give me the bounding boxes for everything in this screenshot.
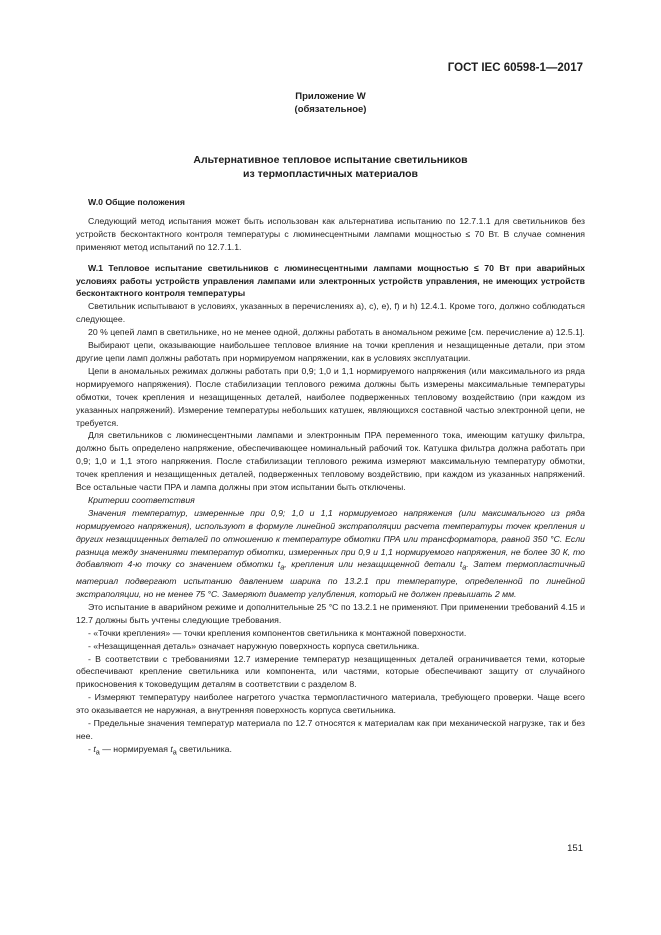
paragraph: Выбирают цепи, оказывающие наибольшее тепловое влияние на точки крепления и незащищенные детали, при этом другие цепи ламп должны работать при нормируемом напряжении, как в условиях эксплуатации. xyxy=(76,340,585,363)
criteria-heading: Критерии соответствия xyxy=(88,494,195,505)
list-item: - Измеряют температуру наиболее нагретого участка термопластичного материала, требующего проверки. Чаще всего это оказывается не наружная, а внутренняя поверхность корпуса светильника. xyxy=(76,692,585,716)
subscript: a xyxy=(280,563,285,573)
criteria-text-b: , крепления или незащищенной детали t xyxy=(284,559,463,570)
annex-subtitle: (обязательное) xyxy=(294,104,367,115)
section-heading-w0: W.0 Общие положения xyxy=(88,197,185,207)
list-text: — нормируемая xyxy=(99,743,171,754)
subscript: a xyxy=(462,563,467,573)
paragraph: Это испытание в аварийном режиме и дополнительные 25 °C по 13.2.1 не применяют. При применении требований 4.15 и 12.7 должны быть учтены следующие требования. xyxy=(76,601,585,625)
document-body xyxy=(76,196,585,760)
list-item: - «Точки крепления» — точки крепления компонентов светильника к монтажной поверхности. xyxy=(88,627,467,638)
subscript: a xyxy=(95,747,100,757)
paragraph: Цепи в аномальных режимах должны работать при 0,9; 1,0 и 1,1 нормируемого напряжения (или максимального из ряда нормируемого напряжения). После стабилизации теплового режима должны быть измерены максимальные температуры обмотки, точек крепления и незащищенных деталей, наиболее подверженных тепловому воздействию (при каждом из указанных напряжений). Измерение температуры небольших катушек, являющихся составной частью электронной цепи, не требуется. xyxy=(76,365,585,428)
title-line-1: Альтернативное тепловое испытание светильников xyxy=(193,154,468,166)
subscript: a xyxy=(172,747,177,757)
annex-title: Приложение W xyxy=(295,91,366,102)
paragraph: Для светильников с люминесцентными лампами и электронным ПРА переменного тока, имеющим катушку фильтра, должно быть определено напряжение, обеспечивающее номинальный рабочий ток. Катушка фильтра должна работать при 0,9; 1,0 и 1,1 этого напряжения. После стабилизации теплового режима измеряют максимальную температуру обмотки, точек крепления и незащищенных деталей, подверженных тепловому воздействию, при каждом из указанных напряжений. Все остальные части ПРА и лампа должны при этом испытании быть отключены. xyxy=(76,430,585,493)
symbol-t: t xyxy=(93,743,96,754)
list-item: - В соответствии с требованиями 12.7 измерение температур незащищенных деталей ограничивается теми, которые обеспечивают крепление светильника или компонента, или частями, которые обеспечивают защиту от случайного прикосновения к токоведущим деталям в соответствии с разделом 8. xyxy=(76,653,585,690)
paragraph: Следующий метод испытания может быть использован как альтернатива испытанию по 12.7.1.1 для светильников без устройств бесконтактного контроля температуры с люминесцентными лампами мощностью ≤ 70 Вт. В случае сомнения применяют метод испытаний по 12.7.1.1. xyxy=(76,215,585,252)
criteria-paragraph xyxy=(76,507,585,601)
criteria-text-a: Значения температур, измеренные при 0,9; 1,0 и 1,1 нормируемого напряжения (или максимального из ряда нормируемого напряжения), используют в формуле линейной экстраполяции расчета температуры точек крепления и других незащищенных деталей по отношению к температуре обмотки ПРА или трансформатора, равной 350 °C. Если разница между значениями температур обмотки, измеренных при 0,9 и 1,1 нормируемого напряжения, не более 30 К, то добавляют 4-ю точку со значением обмотки t xyxy=(76,507,585,570)
criteria-text-c: . Затем термопластичный материал подвергают испытанию давлением шарика по 13.2.1 при температуре, определенной по линейной экстраполяции, но не менее 75 °C. Замеряют диаметр углубления, который не должен превышать 2 мм. xyxy=(76,559,585,600)
annex-main-title xyxy=(0,153,661,181)
title-line-2: из термопластичных материалов xyxy=(243,168,418,180)
standard-code: ГОСТ IEC 60598-1—2017 xyxy=(447,62,583,74)
annex-heading xyxy=(0,90,661,116)
list-item: - Предельные значения температур материала по 12.7 относятся к материалам как при механической нагрузке, так и без нее. xyxy=(76,718,585,741)
page-number: 151 xyxy=(567,843,583,854)
paragraph: 20 % цепей ламп в светильнике, но не менее одной, должны работать в аномальном режиме [см. перечисление a) 12.5.1]. xyxy=(88,327,585,338)
symbol-t: t xyxy=(170,743,173,754)
paragraph: Светильник испытывают в условиях, указанных в перечислениях a), c), e), f) и h) 12.4.1. Кроме того, должно соблюдаться следующее. xyxy=(76,301,585,325)
list-dash: - xyxy=(88,743,94,754)
section-heading-w1: W.1 Тепловое испытание светильников с люминесцентными лампами мощностью ≤ 70 Вт при аварийных условиях работы устройств управления лампами или электронных устройств управления, не имеющих устройств бесконтактного контроля температуры xyxy=(76,262,585,299)
list-text: светильника. xyxy=(176,743,232,754)
list-item xyxy=(76,743,585,760)
list-item: - «Незащищенная деталь» означает наружную поверхность корпуса светильника. xyxy=(88,640,420,651)
